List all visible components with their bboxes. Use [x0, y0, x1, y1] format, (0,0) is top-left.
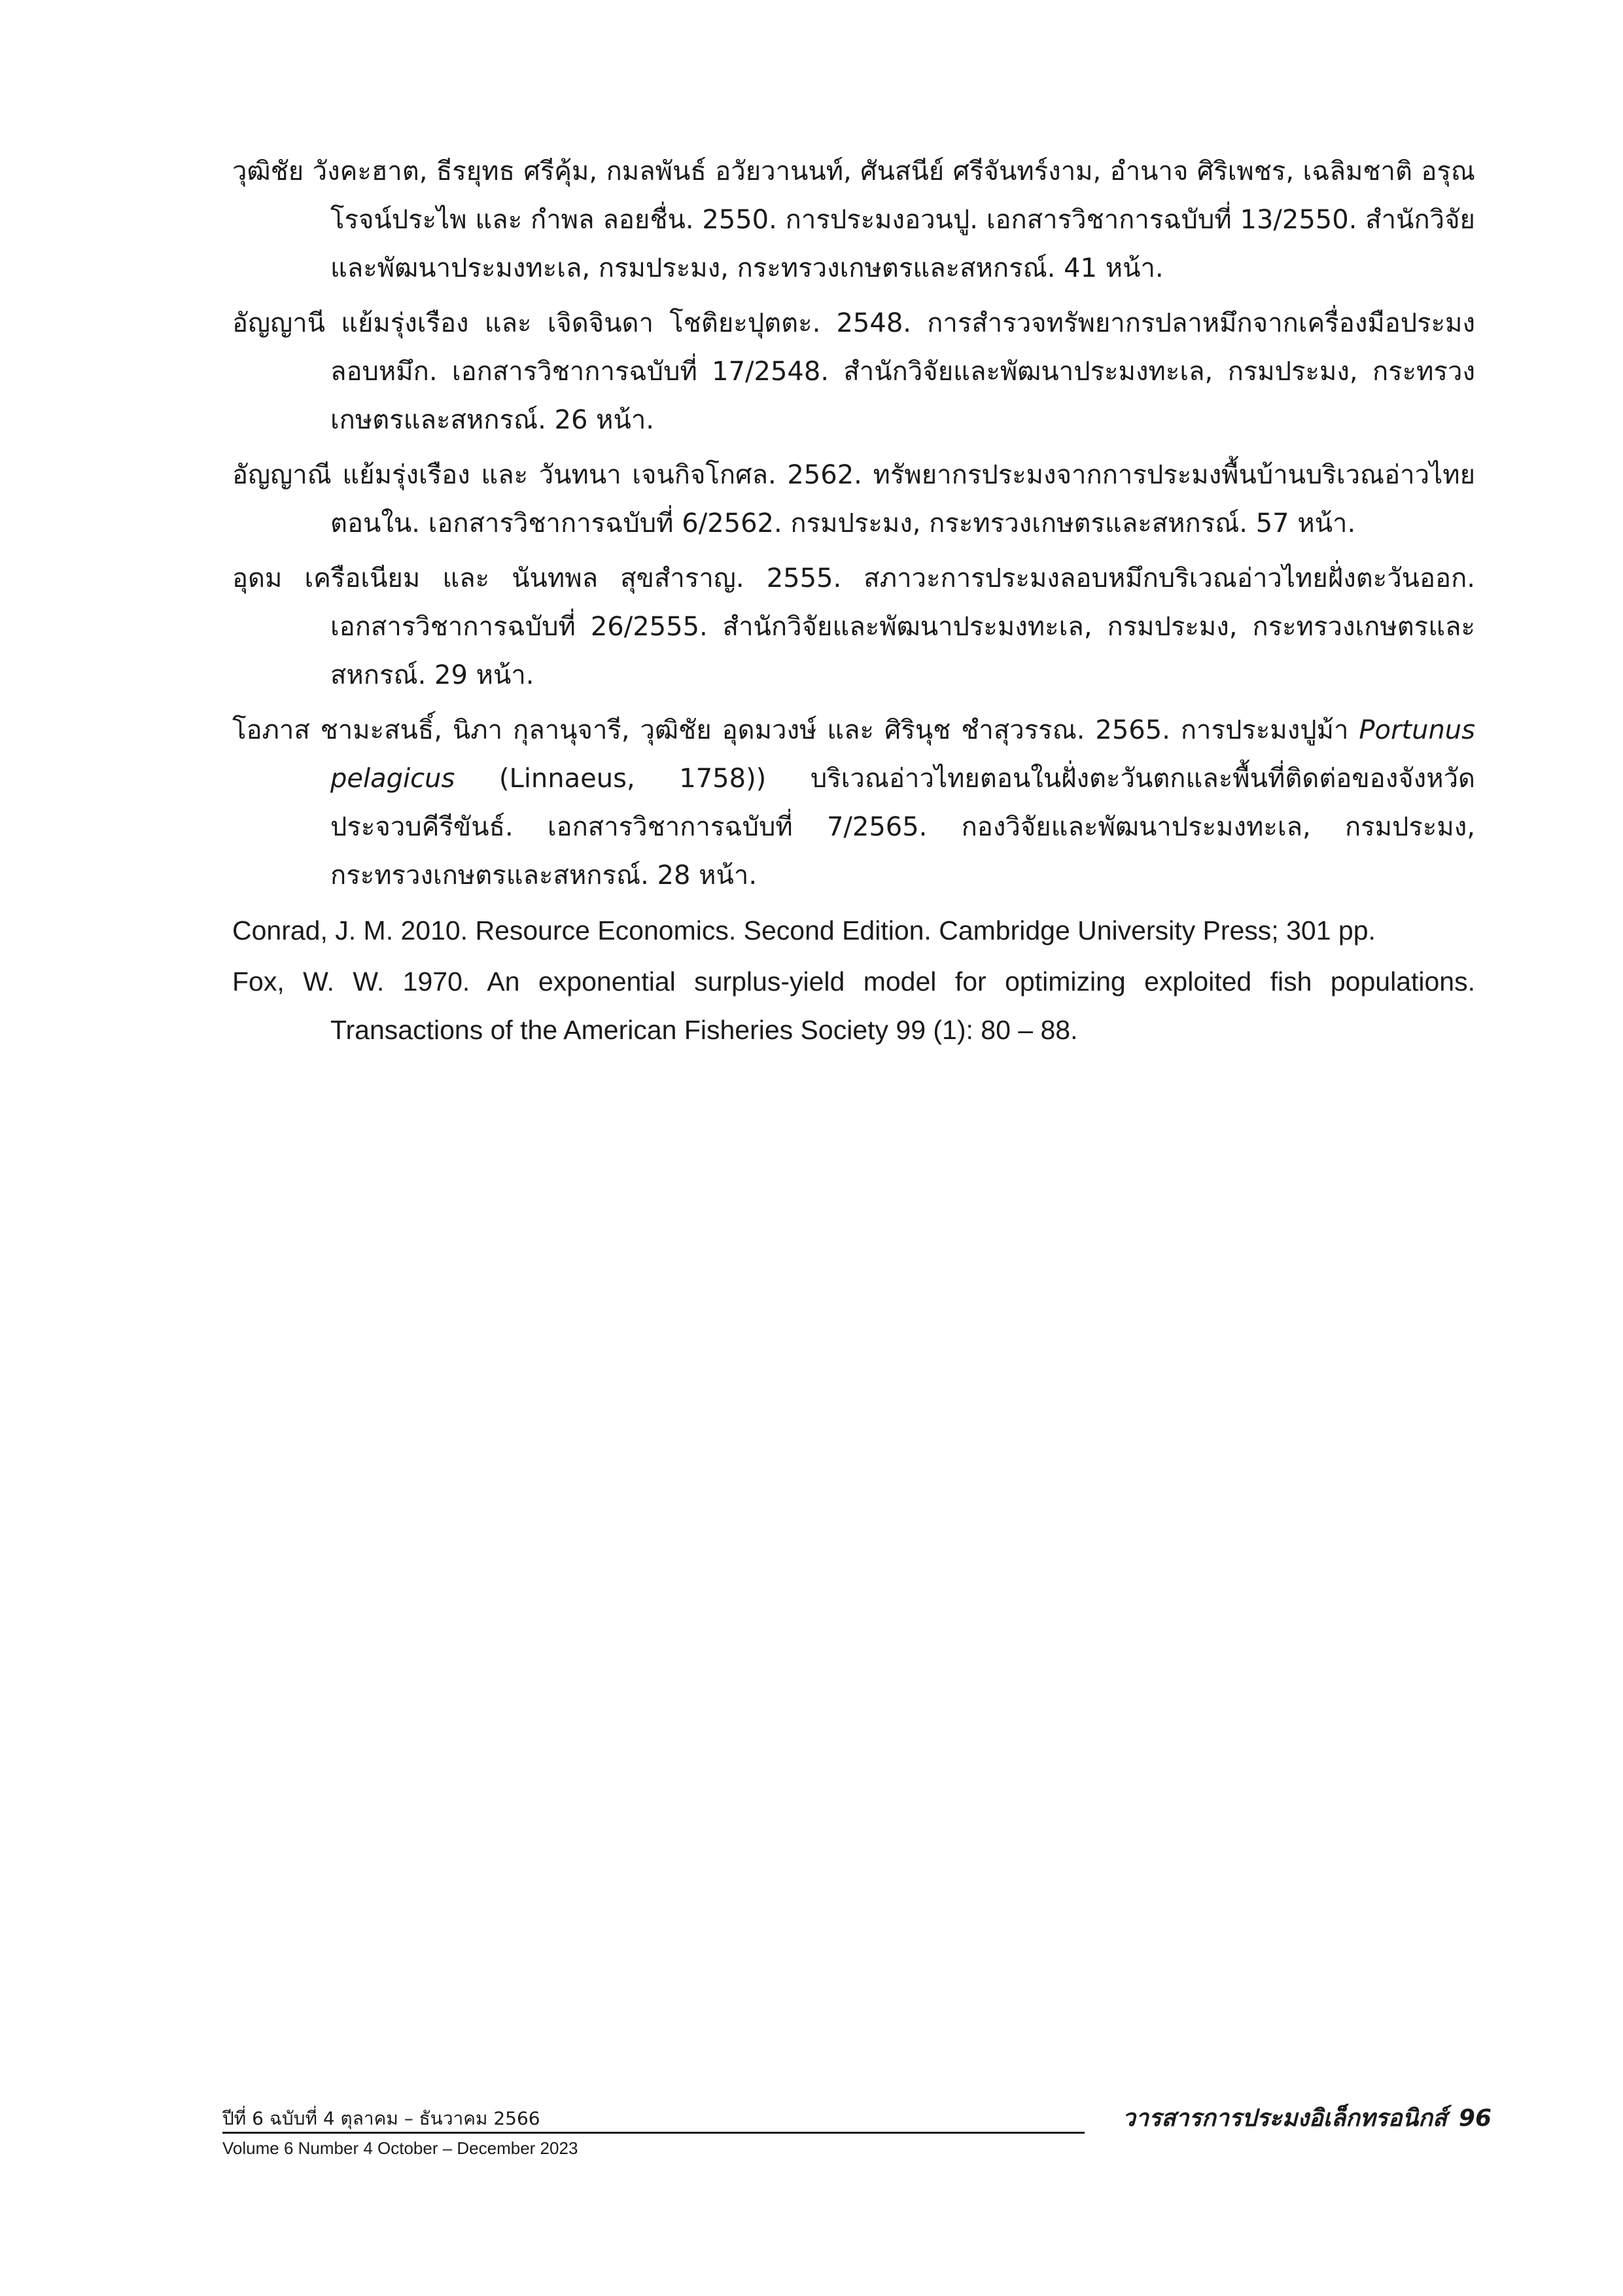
reference-item: [232, 706, 1475, 900]
journal-title: วารสารการประมงอิเล็กทรอนิกส์: [1122, 2105, 1447, 2132]
footer-issue-thai: ปีที่ 6 ฉบับที่ 4 ตุลาคม – ธันวาคม 2566: [222, 2108, 540, 2129]
reference-item: อัญญาณี แย้มรุ่งเรือง และ วันทนา เจนกิจโกศล. 2562. ทรัพยากรประมงจากการประมงพื้นบ้านบริเวณอ่าวไทยตอนใน. เอกสารวิชาการฉบับที่ 6/2562. กรมประมง, กระทรวงเกษตรและสหกรณ์. 57 หน้า.: [232, 460, 1475, 539]
reference-text: (Linnaeus, 1758)) บริเวณอ่าวไทยตอนในฝั่งตะวันตกและพื้นที่ติดต่อของจังหวัดประจวบคีรีขันธ์. เอกสารวิชาการฉบับที่ 7/2565. กองวิจัยและพัฒนาประมงทะเล, กรมประมง, กระทรวงเกษตรและสหกรณ์. 28 หน้า.: [330, 764, 1475, 891]
reference-item: อุดม เครือเนียม และ นันทพล สุขสำราญ. 2555. สภาวะการประมงลอบหมึกบริเวณอ่าวไทยฝั่งตะวันออก. เอกสารวิชาการฉบับที่ 26/2555. สำนักวิจัยและพัฒนาประมงทะเล, กรมประมง, กระทรวงเกษตรและสหกรณ์. 29 หน้า.: [232, 563, 1475, 690]
reference-text: โอภาส ชามะสนธิ์, นิภา กุลานุจารี, วุฒิชัย อุดมวงษ์ และ ศิรินุช ชำสุวรรณ. 2565. การประมงปูม้า: [232, 715, 1359, 745]
reference-item: Conrad, J. M. 2010. Resource Economics. Second Edition. Cambridge University Press; 301 pp.: [232, 915, 1376, 945]
reference-item: วุฒิชัย วังคะฮาต, ธีรยุทธ ศรีคุ้ม, กมลพันธ์ อวัยวานนท์, ศันสนีย์ ศรีจันทร์งาม, อำนาจ ศิริเพชร, เฉลิมชาติ อรุณโรจน์ประไพ และ กำพล ลอยชื่น. 2550. การประมงอวนปู. เอกสารวิชาการฉบับที่ 13/2550. สำนักวิจัยและพัฒนาประมงทะเล, กรมประมง, กระทรวงเกษตรและสหกรณ์. 41 หน้า.: [232, 156, 1475, 283]
footer-issue-english: Volume 6 Number 4 October – December 2023: [222, 2138, 578, 2158]
reference-list: [232, 147, 1475, 1057]
page-number: 96: [1458, 2105, 1492, 2132]
species-name: Portunus pelagicus: [330, 715, 1475, 794]
footer-journal: [1073, 2099, 1492, 2136]
footer-divider: [222, 2132, 1085, 2134]
reference-item: Fox, W. W. 1970. An exponential surplus-yield model for optimizing exploited fish populations. Transactions of the American Fisheries Society 99 (1): 80 – 88.: [232, 966, 1475, 1045]
reference-item: อัญญานี แย้มรุ่งเรือง และ เจิดจินดา โชติยะปุตตะ. 2548. การสำรวจทรัพยากรปลาหมึกจากเครื่องมือประมงลอบหมึก. เอกสารวิชาการฉบับที่ 17/2548. สำนักวิจัยและพัฒนาประมงทะเล, กรมประมง, กระทรวงเกษตรและสหกรณ์. 26 หน้า.: [232, 308, 1475, 435]
